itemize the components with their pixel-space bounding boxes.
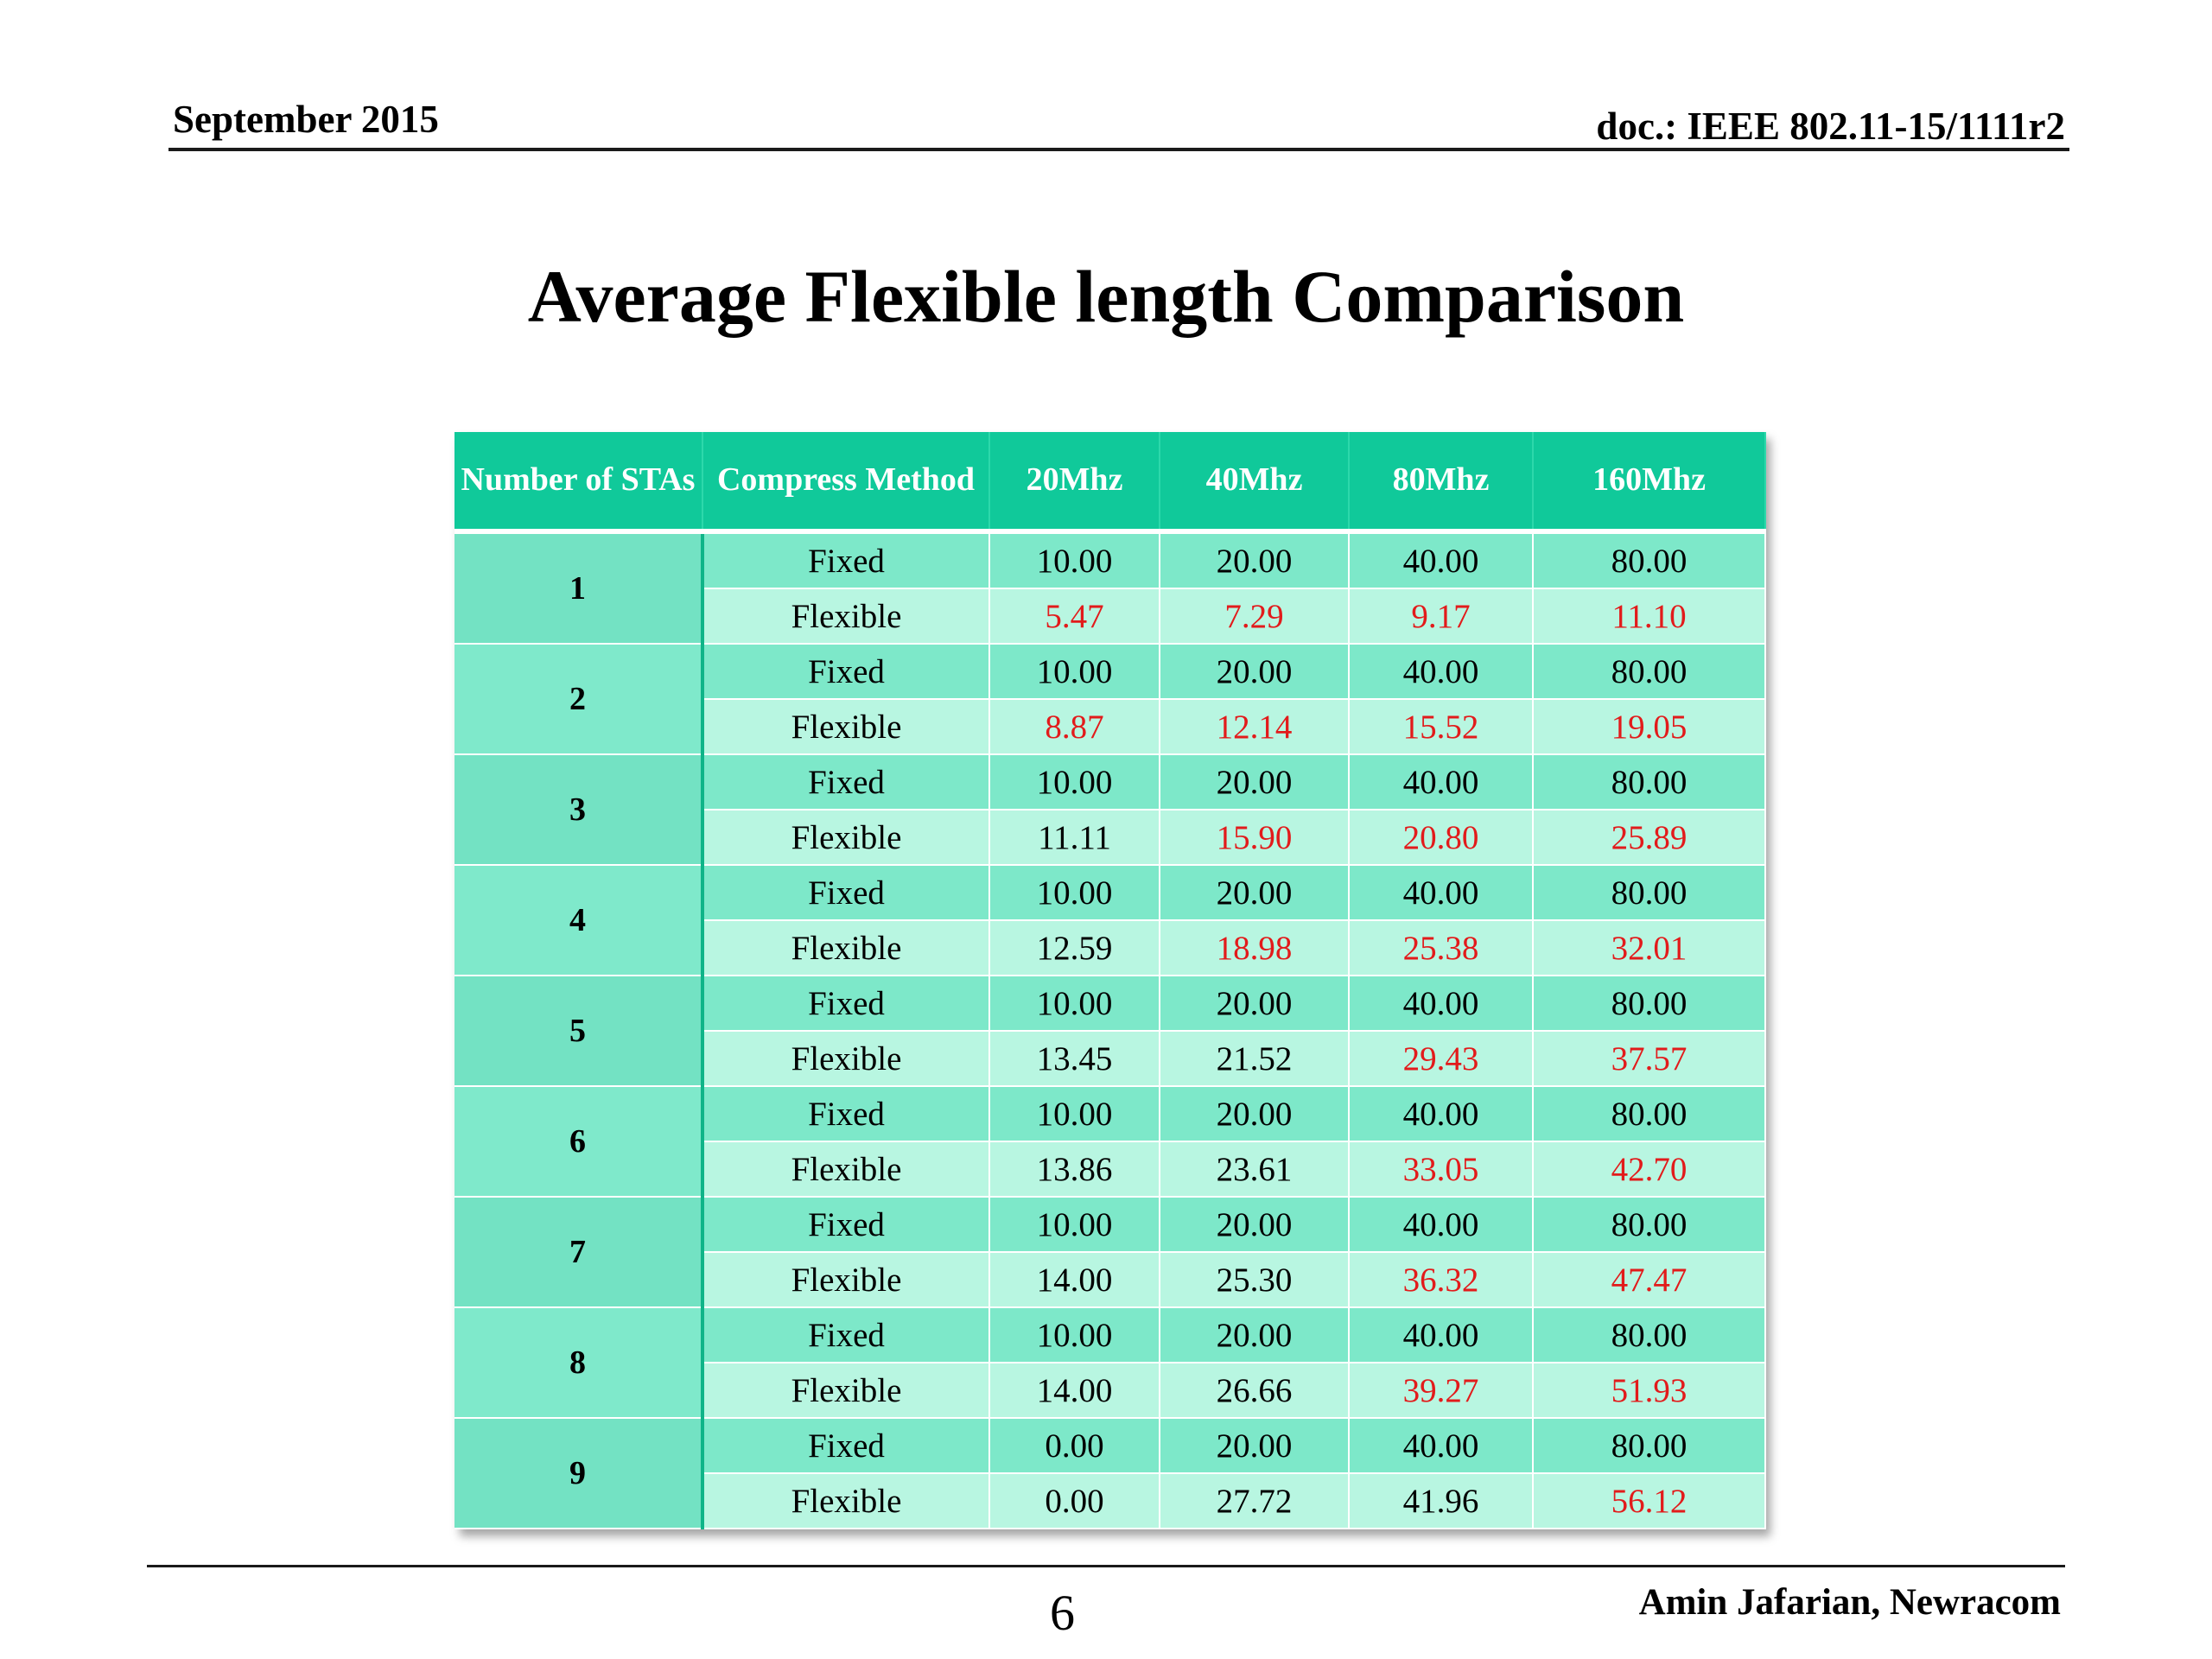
value-cell: 15.90: [1160, 810, 1349, 865]
table-row: [454, 865, 1765, 920]
value-cell: 20.00: [1160, 754, 1349, 810]
value-cell: 37.57: [1533, 1031, 1765, 1086]
value-cell: 8.87: [989, 699, 1160, 754]
method-cell: Fixed: [702, 976, 989, 1031]
header-40mhz: 40Mhz: [1160, 432, 1349, 531]
value-cell: 80.00: [1533, 1197, 1765, 1252]
value-cell: 40.00: [1349, 976, 1533, 1031]
table-row: [454, 754, 1765, 810]
value-cell: 9.17: [1349, 588, 1533, 644]
value-cell: 27.72: [1160, 1473, 1349, 1529]
value-cell: 20.00: [1160, 1197, 1349, 1252]
value-cell: 80.00: [1533, 531, 1765, 588]
value-cell: 25.38: [1349, 920, 1533, 976]
page-number: 6: [1050, 1585, 1075, 1641]
value-cell: 20.00: [1160, 644, 1349, 699]
value-cell: 80.00: [1533, 1418, 1765, 1473]
comparison-table: [454, 432, 1766, 1529]
value-cell: 20.00: [1160, 865, 1349, 920]
table-row: [454, 1197, 1765, 1252]
method-cell: Flexible: [702, 810, 989, 865]
value-cell: 40.00: [1349, 644, 1533, 699]
value-cell: 13.45: [989, 1031, 1160, 1086]
value-cell: 20.00: [1160, 1086, 1349, 1141]
value-cell: 20.00: [1160, 1307, 1349, 1363]
sta-count-cell: 6: [454, 1086, 702, 1197]
value-cell: 80.00: [1533, 1307, 1765, 1363]
table-row: [454, 1086, 1765, 1141]
value-cell: 41.96: [1349, 1473, 1533, 1529]
value-cell: 56.12: [1533, 1473, 1765, 1529]
value-cell: 14.00: [989, 1363, 1160, 1418]
method-cell: Fixed: [702, 754, 989, 810]
sta-count-cell: 9: [454, 1418, 702, 1529]
value-cell: 11.11: [989, 810, 1160, 865]
value-cell: 20.80: [1349, 810, 1533, 865]
value-cell: 33.05: [1349, 1141, 1533, 1197]
value-cell: 32.01: [1533, 920, 1765, 976]
value-cell: 7.29: [1160, 588, 1349, 644]
header-20mhz: 20Mhz: [989, 432, 1160, 531]
value-cell: 29.43: [1349, 1031, 1533, 1086]
value-cell: 80.00: [1533, 754, 1765, 810]
header-doc-id: doc.: IEEE 802.11-15/1111r2: [1596, 105, 2065, 148]
value-cell: 13.86: [989, 1141, 1160, 1197]
value-cell: 12.14: [1160, 699, 1349, 754]
footer-rule: [147, 1565, 2065, 1567]
value-cell: 40.00: [1349, 531, 1533, 588]
header-160mhz: 160Mhz: [1533, 432, 1765, 531]
value-cell: 10.00: [989, 754, 1160, 810]
method-cell: Flexible: [702, 1141, 989, 1197]
table-row: [454, 1307, 1765, 1363]
header-date: September 2015: [173, 98, 439, 141]
sta-count-cell: 8: [454, 1307, 702, 1418]
value-cell: 80.00: [1533, 1086, 1765, 1141]
value-cell: 10.00: [989, 1197, 1160, 1252]
value-cell: 18.98: [1160, 920, 1349, 976]
method-cell: Fixed: [702, 1086, 989, 1141]
comparison-table-container: [454, 432, 1765, 1529]
method-cell: Flexible: [702, 920, 989, 976]
value-cell: 80.00: [1533, 976, 1765, 1031]
value-cell: 11.10: [1533, 588, 1765, 644]
method-cell: Flexible: [702, 1031, 989, 1086]
table-row: [454, 1418, 1765, 1473]
header-method: Compress Method: [702, 432, 989, 531]
header-80mhz: 80Mhz: [1349, 432, 1533, 531]
sta-count-cell: 4: [454, 865, 702, 976]
table-body: [454, 531, 1765, 1529]
slide-title: Average Flexible length Comparison: [527, 255, 1685, 338]
header-rule: [168, 148, 2069, 151]
value-cell: 20.00: [1160, 1418, 1349, 1473]
table-row: [454, 976, 1765, 1031]
value-cell: 40.00: [1349, 1197, 1533, 1252]
value-cell: 20.00: [1160, 976, 1349, 1031]
sta-count-cell: 5: [454, 976, 702, 1086]
value-cell: 10.00: [989, 976, 1160, 1031]
value-cell: 51.93: [1533, 1363, 1765, 1418]
header-sta: Number of STAs: [454, 432, 702, 531]
value-cell: 5.47: [989, 588, 1160, 644]
value-cell: 20.00: [1160, 531, 1349, 588]
value-cell: 40.00: [1349, 1307, 1533, 1363]
method-cell: Fixed: [702, 1307, 989, 1363]
value-cell: 10.00: [989, 865, 1160, 920]
sta-count-cell: 7: [454, 1197, 702, 1307]
value-cell: 0.00: [989, 1418, 1160, 1473]
value-cell: 10.00: [989, 1086, 1160, 1141]
sta-count-cell: 1: [454, 531, 702, 644]
table-row: [454, 644, 1765, 699]
value-cell: 80.00: [1533, 865, 1765, 920]
sta-count-cell: 2: [454, 644, 702, 754]
value-cell: 23.61: [1160, 1141, 1349, 1197]
table-row: [454, 531, 1765, 588]
method-cell: Flexible: [702, 699, 989, 754]
table-header-row: [454, 432, 1765, 531]
method-cell: Flexible: [702, 1473, 989, 1529]
method-cell: Fixed: [702, 1418, 989, 1473]
value-cell: 0.00: [989, 1473, 1160, 1529]
sta-count-cell: 3: [454, 754, 702, 865]
method-cell: Fixed: [702, 531, 989, 588]
value-cell: 21.52: [1160, 1031, 1349, 1086]
value-cell: 40.00: [1349, 865, 1533, 920]
value-cell: 14.00: [989, 1252, 1160, 1307]
value-cell: 39.27: [1349, 1363, 1533, 1418]
value-cell: 26.66: [1160, 1363, 1349, 1418]
value-cell: 15.52: [1349, 699, 1533, 754]
method-cell: Flexible: [702, 1363, 989, 1418]
value-cell: 47.47: [1533, 1252, 1765, 1307]
value-cell: 10.00: [989, 644, 1160, 699]
footer-author: Amin Jafarian, Newracom: [1638, 1582, 2061, 1623]
value-cell: 10.00: [989, 1307, 1160, 1363]
value-cell: 42.70: [1533, 1141, 1765, 1197]
method-cell: Fixed: [702, 865, 989, 920]
method-cell: Flexible: [702, 588, 989, 644]
method-cell: Fixed: [702, 1197, 989, 1252]
value-cell: 40.00: [1349, 1086, 1533, 1141]
value-cell: 19.05: [1533, 699, 1765, 754]
method-cell: Flexible: [702, 1252, 989, 1307]
value-cell: 36.32: [1349, 1252, 1533, 1307]
value-cell: 25.89: [1533, 810, 1765, 865]
value-cell: 12.59: [989, 920, 1160, 976]
value-cell: 80.00: [1533, 644, 1765, 699]
value-cell: 40.00: [1349, 754, 1533, 810]
value-cell: 25.30: [1160, 1252, 1349, 1307]
value-cell: 10.00: [989, 531, 1160, 588]
method-cell: Fixed: [702, 644, 989, 699]
value-cell: 40.00: [1349, 1418, 1533, 1473]
